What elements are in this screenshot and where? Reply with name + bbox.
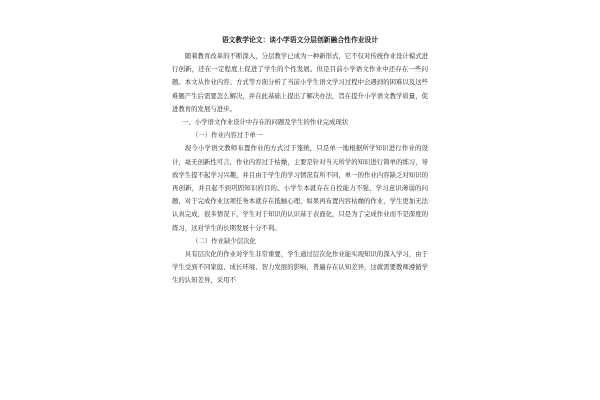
- section-heading-1: 一、小学语文作业设计中存在的问题及学生的作业完成现状: [182, 118, 349, 127]
- subsection-2-paragraph: 具有层次化的作业对学生非常重要，学生通过层次化作业能实现知识的深入学习，由于学生受到不同家庭、成长环境、智力发展的影响，普遍存在认知差异，这就需要教师遵循学生的认知差异，采用不: [172, 250, 428, 285]
- document-content: [172, 36, 428, 288]
- intro-paragraph: 随着教育改革的不断深入，分层教学已成为一种新形式，它不仅对传统作业设计模式进行创新，还在一定程度上促进了学生的个性发展。但是目前小学语文作业中还存在一些问题。本文从作业内容、方式等方面分析了当前小学生语文学习过程中会遇到的困难以及这些难题产生后需要怎么解决，并在此基础上提出了解决办法，旨在提升小学语文教学质量，促进教育的发展与进步。: [172, 52, 428, 113]
- document-title: 语文教学论文：谈小学语文分层创新融合性作业设计: [221, 36, 379, 44]
- subsection-1-paragraph: 现今小学语文教师布置作业的方式过于笼统，只是单一地根据所学知识进行作业的设计，毫无创新性可言，作业内容过于枯燥，主要是针对当天所学的知识进行简单的练习，导致学生提不起学习兴趣，并且由于学生的学习情况有所不同，单一的作业内容缺乏对知识的再创新，并且起不到巩固知识的目的。小学生本就存在自控能力不强、学习意识薄弱的问题，对于完成作业这项任务本就存在抵触心理，如果再布置内容枯燥的作业，学生更加无法认真完成，很多情况下，学生对于知识的认识基于表面化，只是为了完成作业而不是深度的练习，这对学生的长期发展十分不利。: [172, 144, 428, 232]
- subsection-heading-1: （一）作业内容过于单一: [192, 131, 263, 140]
- subsection-heading-2: （二）作业缺少层次化: [192, 236, 256, 245]
